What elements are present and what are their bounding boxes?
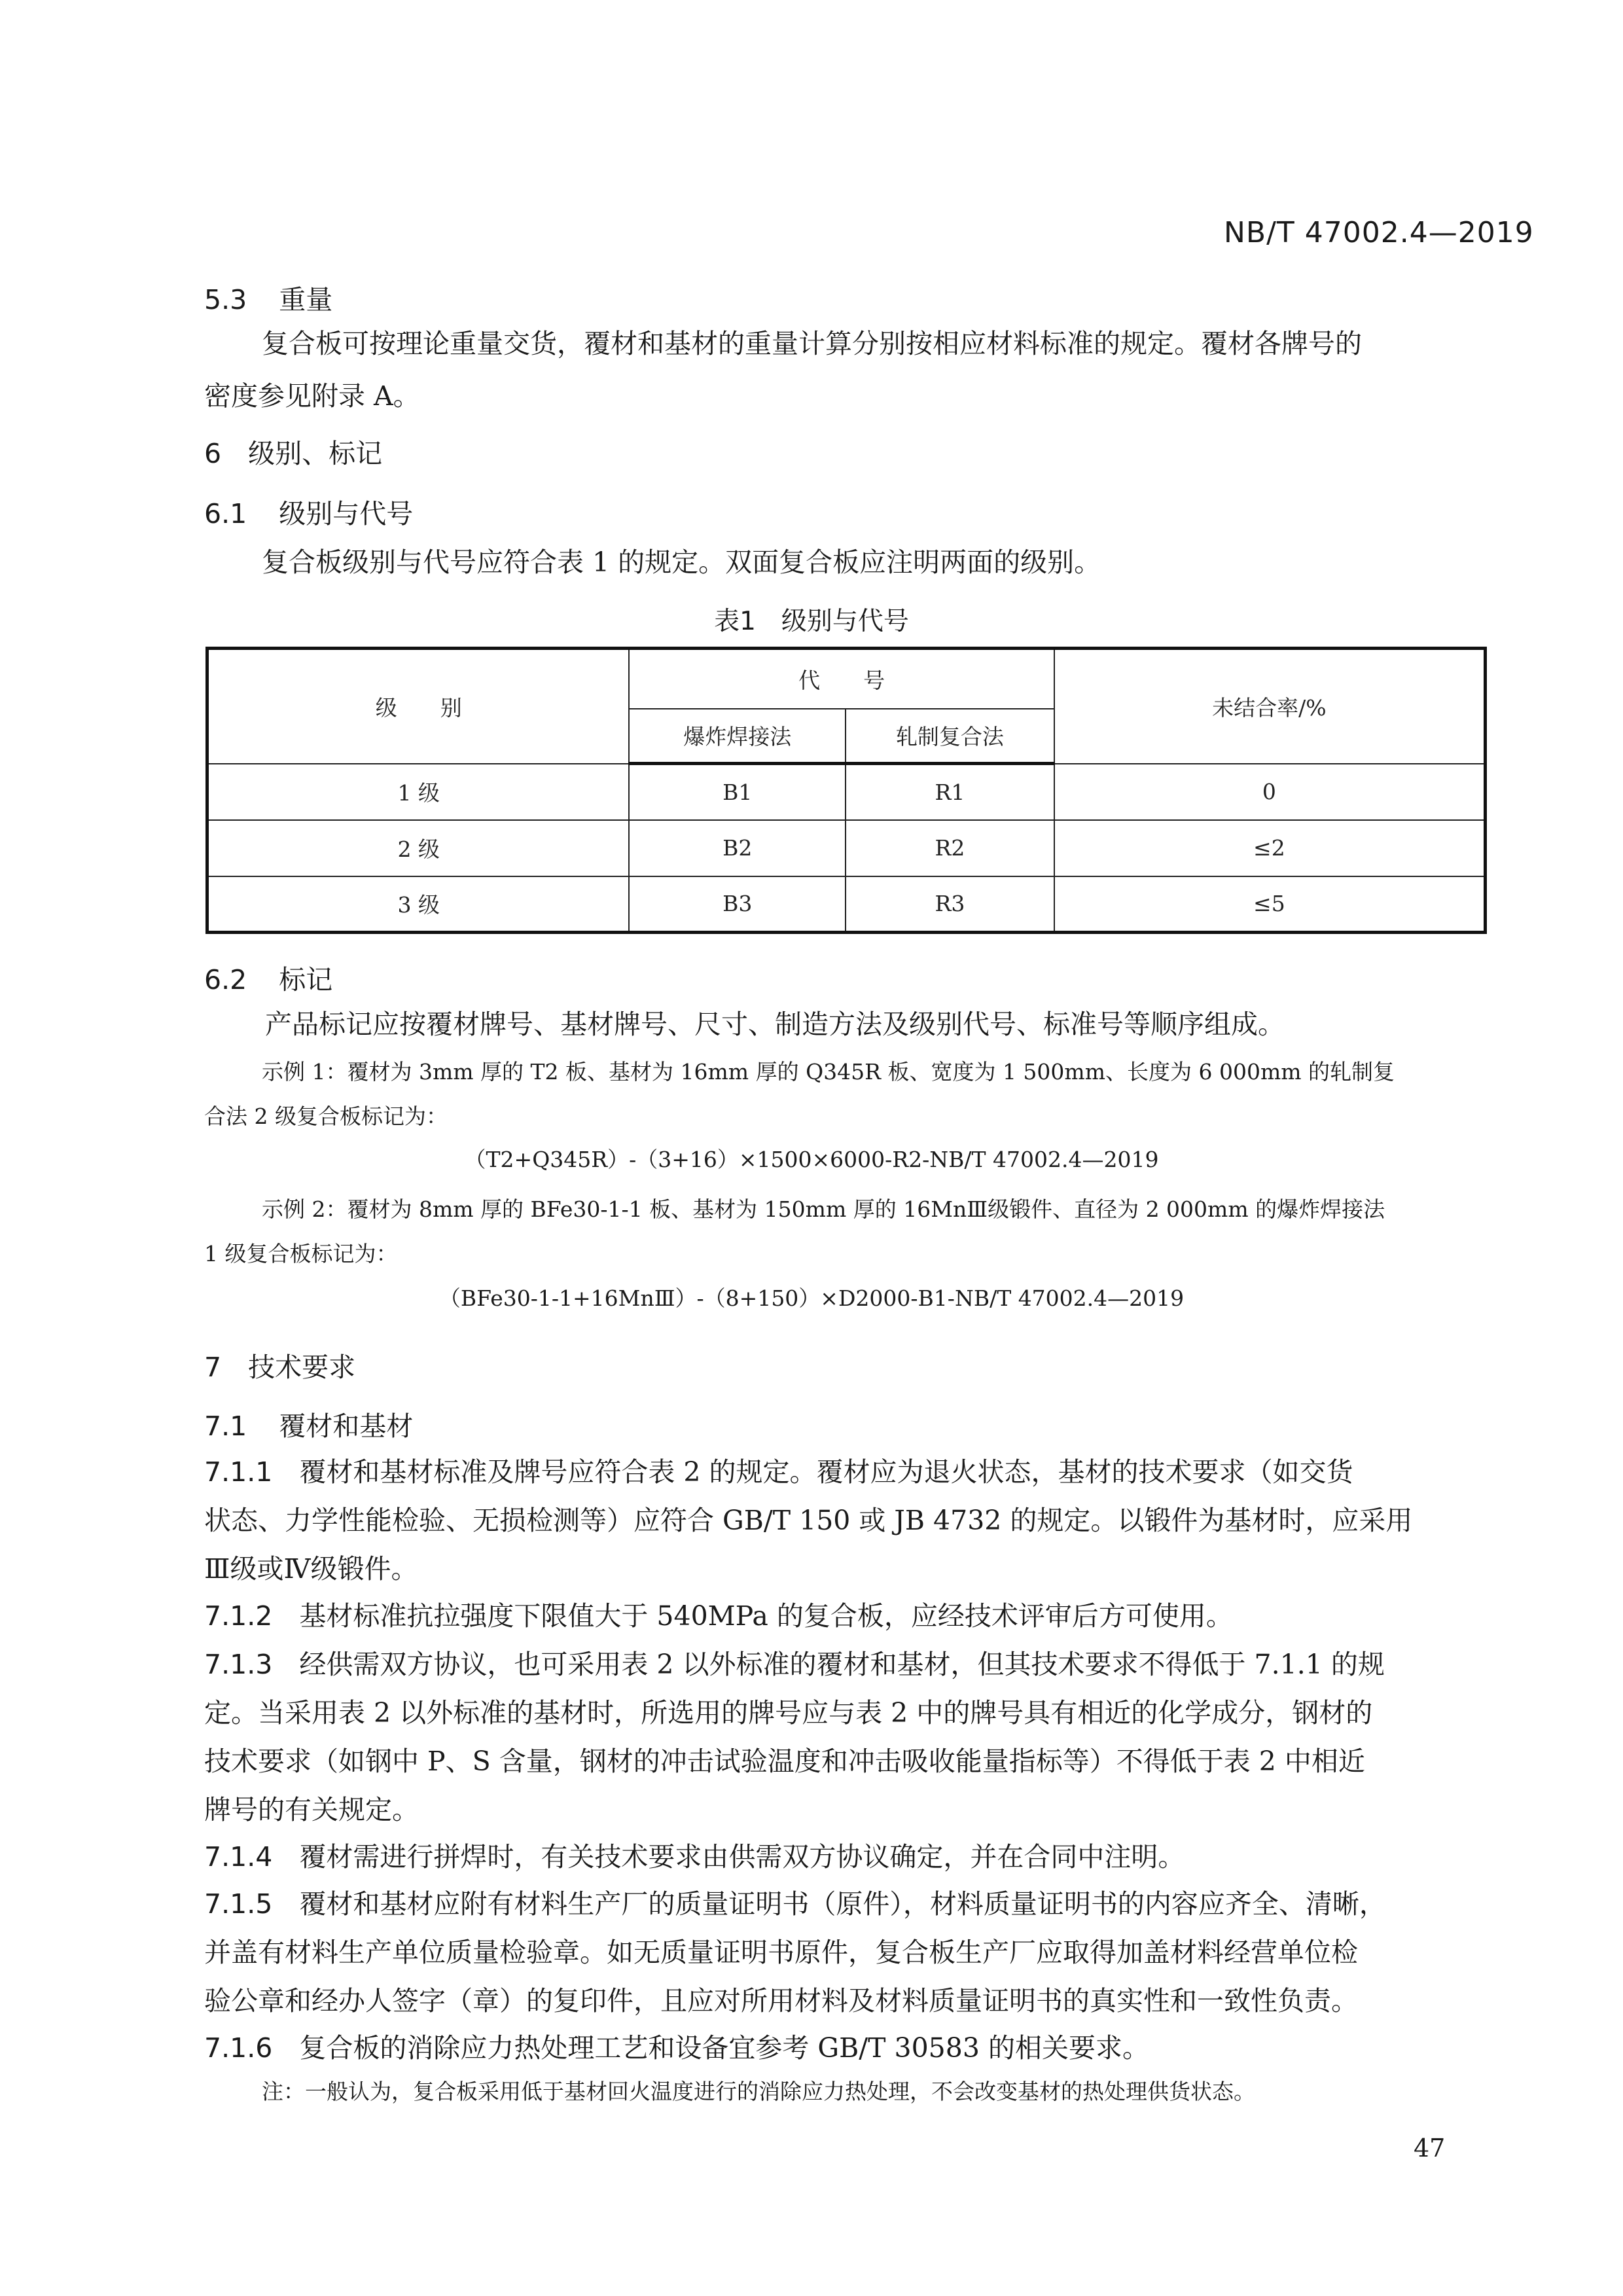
clause-number: 7.1.6 <box>204 2032 273 2064</box>
clause-line: 技术要求（如钢中 P、S 含量，钢材的冲击试验温度和冲击吸收能量指标等）不得低于表 2 中相近 <box>204 1746 1365 1777</box>
clause-number: 7.1.1 <box>204 1456 273 1488</box>
section-number: 5.3 <box>204 284 247 315</box>
paragraph-line: 复合板可按理论重量交货，覆材和基材的重量计算分别按相应材料标准的规定。覆材各牌号的 <box>262 328 1362 359</box>
cell-grade: 1 级 <box>207 764 630 820</box>
clause-number: 7.1.5 <box>204 1888 273 1920</box>
clause-text: 覆材和基材应附有材料生产厂的质量证明书（原件），材料质量证明书的内容应齐全、清晰， <box>299 1888 1386 1920</box>
example-2-line: 示例 2：覆材为 8mm 厚的 BFe30-1-1 板、基材为 150mm 厚的 16MnⅢ级锻件、直径为 2 000mm 的爆炸焊接法 <box>262 1196 1385 1222</box>
cell-rate: ≤5 <box>1054 876 1486 933</box>
cell-r-code: R2 <box>846 820 1054 876</box>
clause-line: 并盖有材料生产单位质量检验章。如无质量证明书原件，复合板生产厂应取得加盖材料经营单位检 <box>204 1937 1358 1968</box>
section-title: 技术要求 <box>248 1352 356 1383</box>
section-heading-7-1 <box>204 1405 413 1443</box>
header-code: 代 号 <box>629 649 1054 709</box>
section-number: 6 <box>204 438 222 469</box>
section-number: 7.1 <box>204 1410 247 1442</box>
section-heading-6-1 <box>204 492 413 531</box>
clause-line: 验公章和经办人签字（章）的复印件，且应对所用材料及材料质量证明书的真实性和一致性负责。 <box>204 1985 1358 2017</box>
section-title: 级别与代号 <box>279 498 414 529</box>
cell-rate: 0 <box>1054 764 1486 820</box>
example-1-line: 合法 2 级复合板标记为： <box>204 1103 448 1129</box>
section-heading-5-3 <box>204 278 332 317</box>
table-row <box>207 764 1486 820</box>
header-unbonded-rate: 未结合率/% <box>1054 649 1486 764</box>
section-title: 重量 <box>279 284 333 315</box>
clause-7-1-3-line <box>204 1643 1385 1681</box>
clause-number: 7.1.4 <box>204 1841 273 1873</box>
section-heading-7 <box>204 1346 355 1384</box>
header-grade: 级 别 <box>207 649 630 764</box>
section-heading-6-2 <box>204 958 332 997</box>
section-number: 6.1 <box>204 498 247 529</box>
clause-7-1-1-line <box>204 1450 1353 1489</box>
clause-7-1-6-line <box>204 2026 1149 2065</box>
clause-line: 状态、力学性能检验、无损检测等）应符合 GB/T 150 或 JB 4732 的规定。以锻件为基材时，应采用 <box>204 1505 1413 1536</box>
example-2-line: 1 级复合板标记为： <box>204 1241 398 1266</box>
clause-text: 覆材和基材标准及牌号应符合表 2 的规定。覆材应为退火状态，基材的技术要求（如交货 <box>299 1456 1353 1488</box>
clause-text: 复合板的消除应力热处理工艺和设备宜参考 GB/T 30583 的相关要求。 <box>299 2032 1149 2064</box>
cell-grade: 2 级 <box>207 820 630 876</box>
grade-code-table <box>205 647 1487 934</box>
header-roll-bonding: 轧制复合法 <box>846 709 1054 764</box>
standard-number-header: NB/T 47002.4—2019 <box>1224 216 1534 249</box>
clause-text: 经供需双方协议，也可采用表 2 以外标准的覆材和基材，但其技术要求不得低于 7.1.1 的规 <box>299 1649 1385 1680</box>
clause-number: 7.1.2 <box>204 1600 273 1632</box>
cell-r-code: R3 <box>846 876 1054 933</box>
example-1-marking: （T2+Q345R）-（3+16）×1500×6000-R2-NB/T 47002.4—2019 <box>464 1147 1159 1172</box>
clause-number: 7.1.3 <box>204 1649 273 1680</box>
cell-grade: 3 级 <box>207 876 630 933</box>
table-row <box>207 820 1486 876</box>
table-row <box>207 876 1486 933</box>
section-title: 覆材和基材 <box>279 1410 414 1442</box>
clause-text: 基材标准抗拉强度下限值大于 540MPa 的复合板，应经技术评审后方可使用。 <box>299 1600 1233 1632</box>
cell-b-code: B2 <box>629 820 846 876</box>
clause-line: 定。当采用表 2 以外标准的基材时，所选用的牌号应与表 2 中的牌号具有相近的化学成分，钢材的 <box>204 1697 1373 1729</box>
note: 注：一般认为，复合板采用低于基材回火温度进行的消除应力热处理，不会改变基材的热处理供货状态。 <box>262 2079 1255 2104</box>
clause-line: Ⅲ级或Ⅳ级锻件。 <box>204 1553 418 1585</box>
example-2-marking: （BFe30-1-1+16MnⅢ）-（8+150）×D2000-B1-NB/T 47002.4—2019 <box>438 1285 1185 1311</box>
cell-rate: ≤2 <box>1054 820 1486 876</box>
example-1-line: 示例 1：覆材为 3mm 厚的 T2 板、基材为 16mm 厚的 Q345R 板、宽度为 1 500mm、长度为 6 000mm 的轧制复 <box>262 1059 1395 1085</box>
cell-r-code: R1 <box>846 764 1054 820</box>
paragraph-line: 产品标记应按覆材牌号、基材牌号、尺寸、制造方法及级别代号、标准号等顺序组成。 <box>265 1009 1285 1040</box>
cell-b-code: B3 <box>629 876 846 933</box>
clause-7-1-2-line <box>204 1594 1233 1633</box>
section-number: 7 <box>204 1352 222 1383</box>
paragraph-line: 密度参见附录 A。 <box>204 380 420 412</box>
clause-7-1-5-line <box>204 1882 1386 1921</box>
page-number: 47 <box>1414 2134 1446 2162</box>
section-title: 标记 <box>279 964 333 996</box>
paragraph-line: 复合板级别与代号应符合表 1 的规定。双面复合板应注明两面的级别。 <box>262 547 1101 578</box>
header-explosion-welding: 爆炸焊接法 <box>629 709 846 764</box>
section-title: 级别、标记 <box>248 438 383 469</box>
section-number: 6.2 <box>204 964 247 996</box>
section-heading-6 <box>204 432 382 471</box>
clause-text: 覆材需进行拼焊时，有关技术要求由供需双方协议确定，并在合同中注明。 <box>299 1841 1185 1873</box>
clause-line: 牌号的有关规定。 <box>204 1794 419 1825</box>
table-caption: 表1 级别与代号 <box>714 607 909 636</box>
cell-b-code: B1 <box>629 764 846 820</box>
clause-7-1-4-line <box>204 1835 1185 1874</box>
